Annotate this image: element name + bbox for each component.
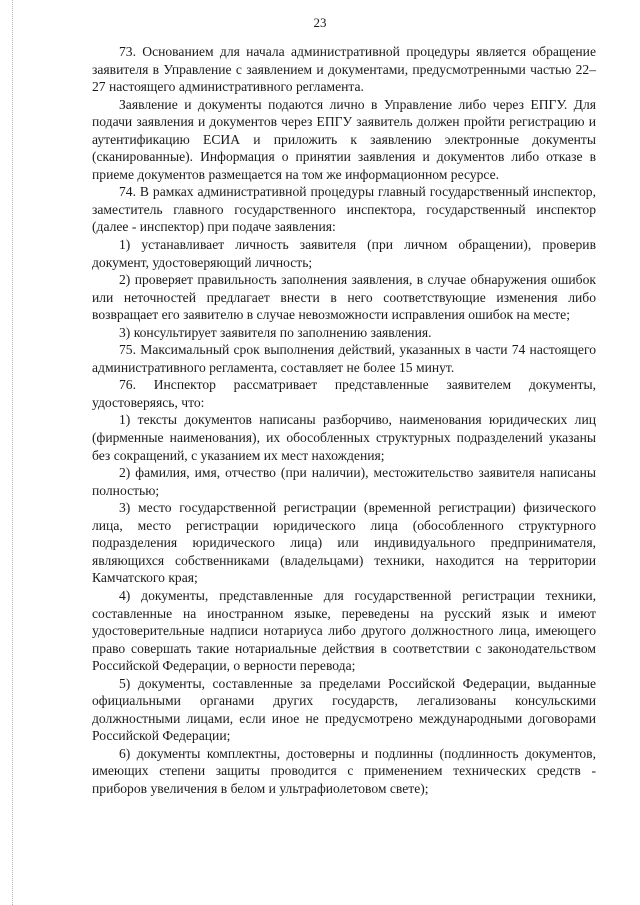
document-body — [92, 43, 596, 798]
paragraph-76-item-2: 2) фамилия, имя, отчество (при наличии), местожительство заявителя написаны полностью; — [92, 465, 596, 498]
scan-margin-line — [12, 0, 13, 905]
paragraph-76-item-5: 5) документы, составленные за пределами Российской Федерации, выданные официальными органами других государств, легализованы консульскими должностными лицами, если иное не предусмотрено международными договорами Российской Федерации; — [92, 675, 596, 744]
paragraph-76-item-4: 4) документы, представленные для государственной регистрации техники, составленные на иностранном языке, переведены на русский язык и имеют удостоверительные надписи нотариуса либо другого должностного лица, имеющего право совершать такие нотариальные действия в соответствии с законодательством Российской Федерации, о верности перевода; — [92, 587, 596, 674]
page-number: 23 — [313, 15, 327, 30]
paragraph-76-item-3: 3) место государственной регистрации (временной регистрации) физического лица, место регистрации юридического лица (обособленного структурного подразделения юридического лица) или индивидуального предпринимателя, являющихся собственниками (владельцами) техники, находится на территории Камчатского края; — [92, 500, 596, 586]
paragraph-76-item-6: 6) документы комплектны, достоверны и подлинны (подлинность документов, имеющих степени защиты проводится с применением технических средств - приборов увеличения в белом и ультрафиолетовом свете); — [92, 745, 596, 796]
paragraph-74-item-1: 1) устанавливает личность заявителя (при личном обращении), проверив документ, удостоверяющий личность; — [92, 237, 596, 270]
paragraph-73-epgu: Заявление и документы подаются лично в Управление либо через ЕПГУ. Для подачи заявления и документов через ЕПГУ заявитель должен пройти регистрацию и аутентификацию ЕСИА и приложить к заявлению электронные документы (сканированные). Информация о принятии заявления и документов либо отказе в приеме документов размещается на том же информационном ресурсе. — [92, 96, 596, 182]
paragraph-74-item-3: 3) консультирует заявителя по заполнению заявления. — [119, 324, 432, 340]
paragraph-76-item-1: 1) тексты документов написаны разборчиво, наименования юридических лиц (фирменные наименования), их обособленных структурных подразделений указаны без сокращений, с указанием их мест нахождения; — [92, 412, 596, 463]
paragraph-74: 74. В рамках административной процедуры главный государственный инспектор, заместитель главного государственного инспектора, государственный инспектор (далее - инспектор) при подаче заявления: — [92, 184, 596, 235]
paragraph-74-item-2: 2) проверяет правильность заполнения заявления, в случае обнаружения ошибок или неточностей предлагает внести в него соответствующие изменения либо возвращает его заявителю в случае невозможности исправления ошибок на месте; — [92, 272, 596, 323]
paragraph-75: 75. Максимальный срок выполнения действий, указанных в части 74 настоящего административного регламента, составляет не более 15 минут. — [92, 342, 596, 375]
paragraph-73: 73. Основанием для начала административной процедуры является обращение заявителя в Управление с заявлением и документами, предусмотренными частью 22–27 настоящего административного регламента. — [92, 44, 596, 95]
paragraph-76: 76. Инспектор рассматривает представленные заявителем документы, удостоверяясь, что: — [92, 377, 596, 410]
